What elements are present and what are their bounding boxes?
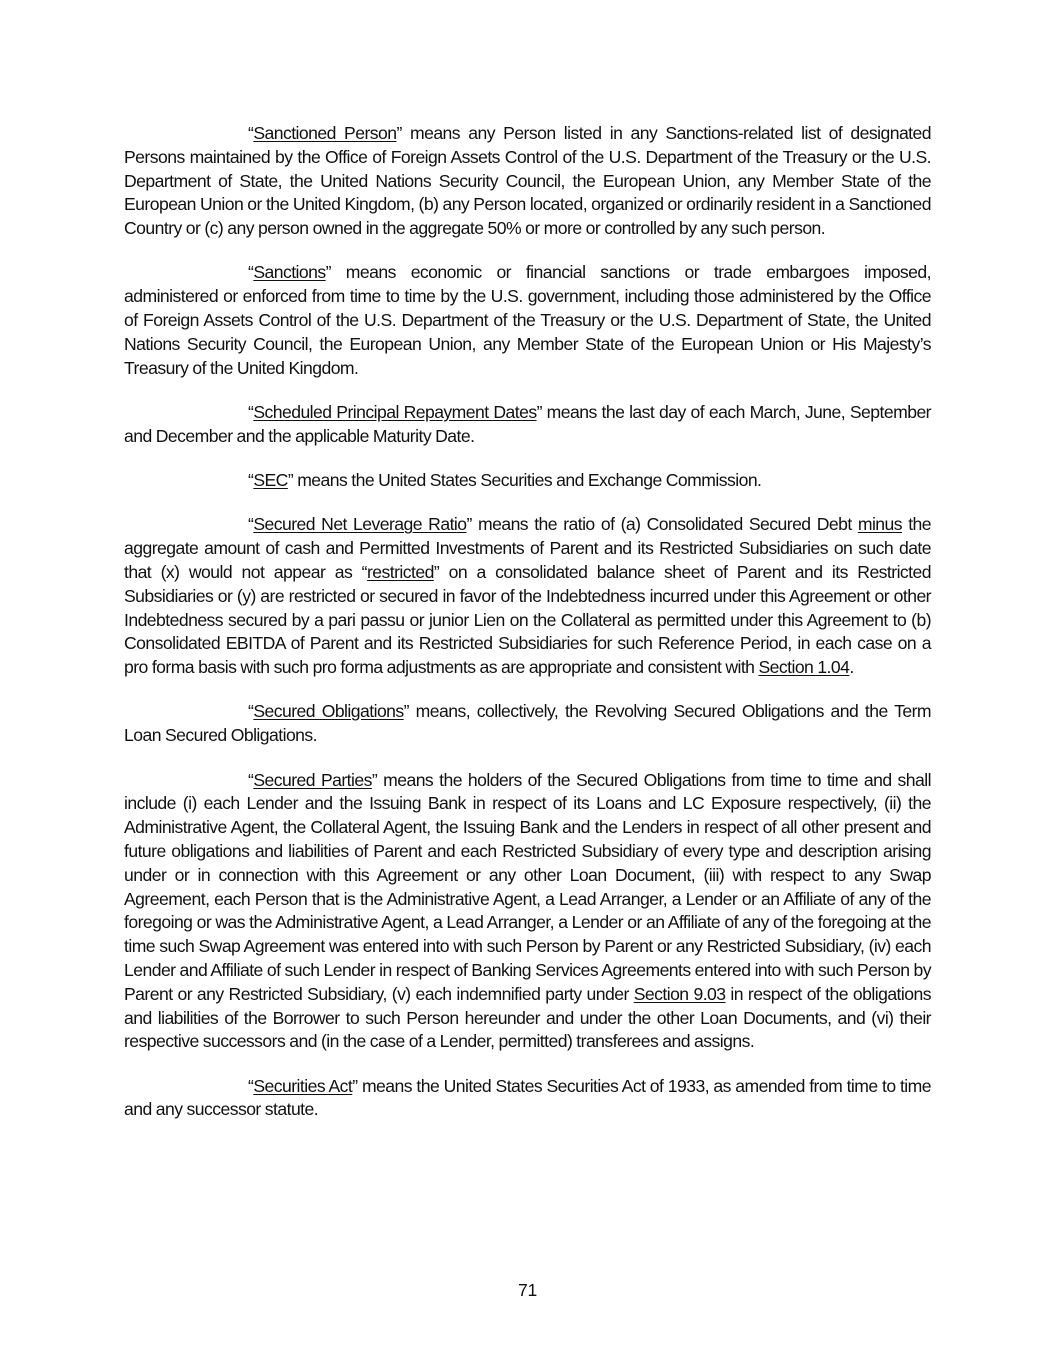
defined-term: Sanctions <box>253 262 326 283</box>
definition-sec: “SEC” means the United States Securities and Exchange Commission. <box>248 470 762 491</box>
defined-term: Scheduled Principal Repayment Dates <box>253 401 537 422</box>
definition-sanctions: “Sanctions” means economic or financial sanctions or trade embargoes imposed, administered or enforced from time to time by the U.S. government, including those administered by the Office of Foreign Assets Control of the U.S. Department of the Treasury or the U.S. Department of State, the United Nations Security Council, the European Union, any Member State of the European Union or His Majesty’s Treasury of the United Kingdom. <box>124 262 931 378</box>
page-number: 71 <box>518 1280 537 1300</box>
definition-text: means the United States Securities Act of 1933, as amended from time to time and any successor statute. <box>124 1075 931 1120</box>
definition-text: ” on a consolidated balance sheet of Parent and its Restricted Subsidiaries or (y) are restricted or secured in favor of the Indebtedness incurred under this Agreement or other Indebtedness secured by a pari passu or junior Lien on the Collateral as permitted under this Agreement to (b) Consolidated EBITDA of Parent and its Restricted Subsidiaries for such Reference Period, in each case on a pro forma basis with such pro forma adjustments as are appropriate and consistent with <box>124 561 931 678</box>
definition-secured-obligations: “Secured Obligations” means, collectively, the Revolving Secured Obligations and the Term Loan Secured Obligations. <box>124 701 931 746</box>
definition-secured-parties: “Secured Parties” means the holders of the Secured Obligations from time to time and shall include (i) each Lender and the Issuing Bank in respect of its Loans and LC Exposure respectively, (ii) the Administrative Agent, the Collateral Agent, the Issuing Bank and the Lenders in respect of all other present and future obligations and liabilities of Parent and each Restricted Subsidiary of every type and description arising under or in connection with this Agreement or any other Loan Document, (iii) with respect to any Swap Agreement, each Person that is the Administrative Agent, a Lead Arranger, a Lender or an Affiliate of any of the foregoing or was the Administrative Agent, a Lead Arranger, a Lender or an Affiliate of any of the foregoing at the time such Swap Agreement was entered into with such Person by Parent or any Restricted Subsidiary, (iv) each Lender and Affiliate of such Lender in respect of Banking Services Agreements entered into with such Person by Parent or any Restricted Subsidiary, (v) each indemnified party under Section 9.03 in respect of the obligations and liabilities of the Borrower to such Person hereunder and under the other Loan Documents, and (vi) their respective successors and (in the case of a Lender, permitted) transferees and assigns. <box>124 769 931 1052</box>
definition-text: means, collectively, the Revolving Secured Obligations and the Term Loan Secured Obligations. <box>124 701 931 746</box>
definition-sanctioned-person: “Sanctioned Person” means any Person listed in any Sanctions-related list of designated Persons maintained by the Office of Foreign Assets Control of the U.S. Department of the Treasury or the U.S. Department of State, the United Nations Security Council, the European Union, any Member State of the European Union or the United Kingdom, (b) any Person located, organized or ordinarily resident in a Sanctioned Country or (c) any person owned in the aggregate 50% or more or controlled by any such person. <box>124 123 931 239</box>
document-page <box>124 122 931 1143</box>
definition-text: means the holders of the Secured Obligations from time to time and shall include (i) each Lender and the Issuing Bank in respect of its Loans and LC Exposure respectively, (ii) the Administrative Agent, the Collateral Agent, the Issuing Bank and the Lenders in respect of all other present and future obligations and liabilities of Parent and each Restricted Subsidiary of every type and description arising under or in connection with this Agreement or any other Loan Document, (iii) with respect to any Swap Agreement, each Person that is the Administrative Agent, a Lead Arranger, a Lender or an Affiliate of any of the foregoing or was the Administrative Agent, a Lead Arranger, a Lender or an Affiliate of any of the foregoing at the time such Swap Agreement was entered into with such Person by Parent or any Restricted Subsidiary, (iv) each Lender and Affiliate of such Lender in respect of Banking Services Agreements entered into with such Person by Parent or any Restricted Subsidiary, (v) each indemnified party under <box>124 769 931 1004</box>
definition-text: . <box>849 657 854 678</box>
emphasis-restricted: restricted <box>366 561 434 582</box>
definition-text: means the last day of each March, June, September and December and the applicable Maturity Date. <box>124 401 931 446</box>
definition-secured-net-leverage-ratio: “Secured Net Leverage Ratio” means the ratio of (a) Consolidated Secured Debt minus the aggregate amount of cash and Permitted Investments of Parent and its Restricted Subsidiaries on such date that (x) would not appear as “restricted” on a consolidated balance sheet of Parent and its Restricted Subsidiaries or (y) are restricted or secured in favor of the Indebtedness incurred under this Agreement or other Indebtedness secured by a pari passu or junior Lien on the Collateral as permitted under this Agreement to (b) Consolidated EBITDA of Parent and its Restricted Subsidiaries for such Reference Period, in each case on a pro forma basis with such pro forma adjustments as are appropriate and consistent with Section 1.04. <box>124 514 932 678</box>
definition-text: means the United States Securities and Exchange Commission. <box>293 470 762 491</box>
definition-text: the aggregate amount of cash and Permitted Investments of Parent and its Restricted Subsidiaries on such date that (x) would not appear as “ <box>124 514 932 582</box>
defined-term: Secured Parties <box>253 769 372 790</box>
defined-term: Secured Net Leverage Ratio <box>253 514 467 535</box>
defined-term: SEC <box>253 470 288 491</box>
section-reference: Section 9.03 <box>633 983 726 1004</box>
defined-term: Secured Obligations <box>253 701 404 722</box>
defined-term: Sanctioned Person <box>253 123 397 143</box>
section-reference: Section 1.04 <box>758 657 850 678</box>
definition-scheduled-principal-repayment-dates: “Scheduled Principal Repayment Dates” means the last day of each March, June, September and December and the applicable Maturity Date. <box>124 401 931 446</box>
definition-text: means economic or financial sanctions or trade embargoes imposed, administered or enforced from time to time by the U.S. government, including those administered by the Office of Foreign Assets Control of the U.S. Department of the Treasury or the U.S. Department of State, the United Nations Security Council, the European Union, any Member State of the European Union or His Majesty’s Treasury of the United Kingdom. <box>124 262 931 378</box>
definition-securities-act: “Securities Act” means the United States Securities Act of 1933, as amended from time to time and any successor statute. <box>124 1075 931 1120</box>
definition-text: means the ratio of (a) Consolidated Secured Debt <box>471 514 858 535</box>
emphasis-minus: minus <box>857 514 903 535</box>
definition-text: in respect of the obligations and liabilities of the Borrower to such Person hereunder and under the other Loan Documents, and (vi) their respective successors and (in the case of a Lender, permitted) transferees and assigns. <box>124 983 931 1052</box>
definition-text: means any Person listed in any Sanctions-related list of designated Persons maintained by the Office of Foreign Assets Control of the U.S. Department of the Treasury or the U.S. Department of State, the United Nations Security Council, the European Union, any Member State of the European Union or the United Kingdom, (b) any Person located, organized or ordinarily resident in a Sanctioned Country or (c) any person owned in the aggregate 50% or more or controlled by any such person. <box>124 123 931 239</box>
defined-term: Securities Act <box>253 1075 353 1096</box>
